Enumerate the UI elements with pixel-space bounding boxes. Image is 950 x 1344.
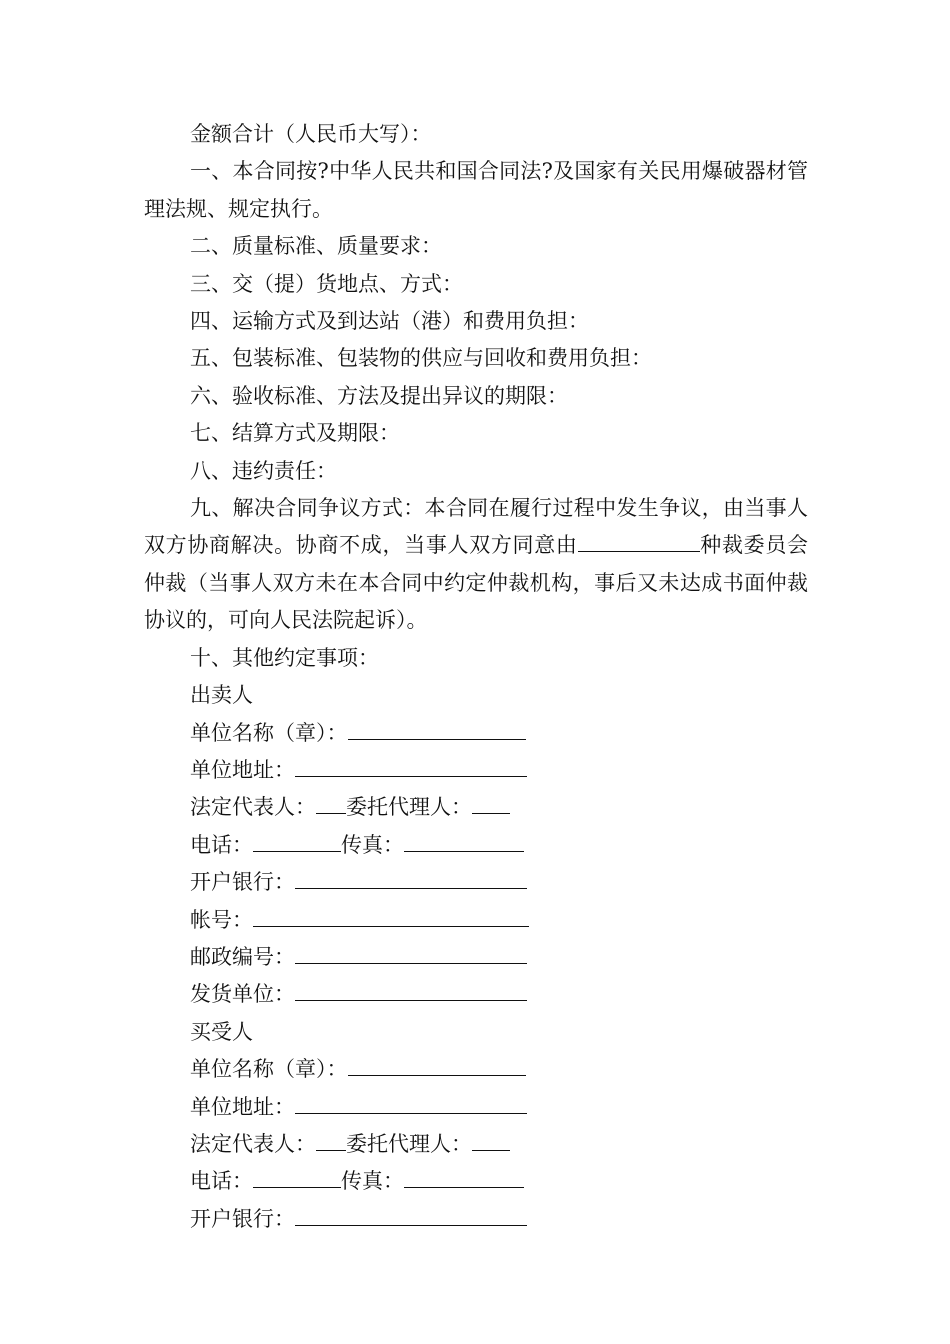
buyer-rep-row: [144, 1126, 808, 1163]
seller-account-blank[interactable]: [253, 905, 529, 927]
buyer-address-label: 单位地址：: [190, 1094, 295, 1119]
seller-bank-row: [144, 864, 808, 901]
seller-address-row: [144, 752, 808, 789]
seller-company-name-label: 单位名称（章）：: [190, 720, 348, 745]
seller-address-blank[interactable]: [295, 755, 527, 777]
clause-7: 七、结算方式及期限：: [190, 421, 400, 446]
buyer-agent-label: 委托代理人：: [346, 1131, 472, 1156]
seller-shipping-unit-row: [144, 976, 808, 1013]
buyer-bank-label: 开户银行：: [190, 1206, 295, 1231]
buyer-address-blank[interactable]: [295, 1092, 527, 1114]
seller-heading: 出卖人: [190, 683, 253, 708]
seller-shipping-unit-label: 发货单位：: [190, 982, 295, 1007]
seller-agent-blank[interactable]: [472, 792, 510, 814]
buyer-address-row: [144, 1089, 808, 1126]
buyer-heading: 买受人: [190, 1019, 253, 1044]
seller-phone-blank[interactable]: [253, 830, 341, 852]
seller-shipping-unit-blank[interactable]: [295, 979, 527, 1001]
seller-account-row: [144, 902, 808, 939]
buyer-agent-blank[interactable]: [472, 1129, 510, 1151]
clause-6: 六、验收标准、方法及提出异议的期限：: [190, 383, 568, 408]
arbitration-blank[interactable]: [578, 530, 700, 552]
seller-postcode-blank[interactable]: [295, 942, 527, 964]
clause-8: 八、违约责任：: [190, 458, 337, 483]
seller-rep-row: [144, 789, 808, 826]
amount-total-line: 金额合计（人民币大写）：: [190, 122, 432, 146]
seller-postcode-label: 邮政编号：: [190, 944, 295, 969]
buyer-legal-rep-label: 法定代表人：: [190, 1131, 316, 1156]
seller-company-name-blank[interactable]: [348, 718, 526, 740]
clause-2: 二、质量标准、质量要求：: [190, 234, 442, 259]
clause-3: 三、交（提）货地点、方式：: [190, 271, 463, 296]
contract-body: [144, 116, 808, 1238]
buyer-bank-blank[interactable]: [295, 1204, 527, 1226]
seller-bank-label: 开户银行：: [190, 870, 295, 895]
clause-1: 一、本合同按?中华人民共和国合同法?及国家有关民用爆破器材管理法规、规定执行。: [144, 159, 808, 221]
seller-fax-blank[interactable]: [404, 830, 524, 852]
seller-phone-row: [144, 827, 808, 864]
buyer-phone-row: [144, 1163, 808, 1200]
clause-9: [144, 490, 808, 640]
seller-phone-label: 电话：: [190, 832, 253, 857]
buyer-bank-row: [144, 1201, 808, 1238]
buyer-phone-blank[interactable]: [253, 1166, 341, 1188]
seller-legal-rep-blank[interactable]: [316, 792, 346, 814]
seller-account-label: 帐号：: [190, 907, 253, 932]
clause-10: 十、其他约定事项：: [190, 645, 379, 670]
clause-5: 五、包装标准、包装物的供应与回收和费用负担：: [190, 346, 652, 371]
buyer-company-name-row: [144, 1051, 808, 1088]
clause-9-text-1: 九、解决合同争议方式：本合同在履行过程中发生争议，由当事人双方协商解决。协商不成，当事人双方同意由: [144, 496, 808, 558]
buyer-fax-label: 传真：: [341, 1169, 404, 1194]
buyer-phone-label: 电话：: [190, 1169, 253, 1194]
buyer-fax-blank[interactable]: [404, 1166, 524, 1188]
seller-bank-blank[interactable]: [295, 867, 527, 889]
clause-9-text-2: 种裁委员会仲裁（当事人双方未在本合同中约定仲裁机构，事后又未达成书面仲裁协议的，可向人民法院起诉）。: [144, 533, 809, 633]
seller-postcode-row: [144, 939, 808, 976]
clause-4: 四、运输方式及到达站（港）和费用负担：: [190, 309, 589, 334]
buyer-company-name-label: 单位名称（章）：: [190, 1057, 348, 1082]
buyer-legal-rep-blank[interactable]: [316, 1129, 346, 1151]
buyer-company-name-blank[interactable]: [348, 1054, 526, 1076]
seller-address-label: 单位地址：: [190, 757, 295, 782]
seller-legal-rep-label: 法定代表人：: [190, 795, 316, 820]
seller-fax-label: 传真：: [341, 832, 404, 857]
seller-company-name-row: [144, 715, 808, 752]
seller-agent-label: 委托代理人：: [346, 795, 472, 820]
